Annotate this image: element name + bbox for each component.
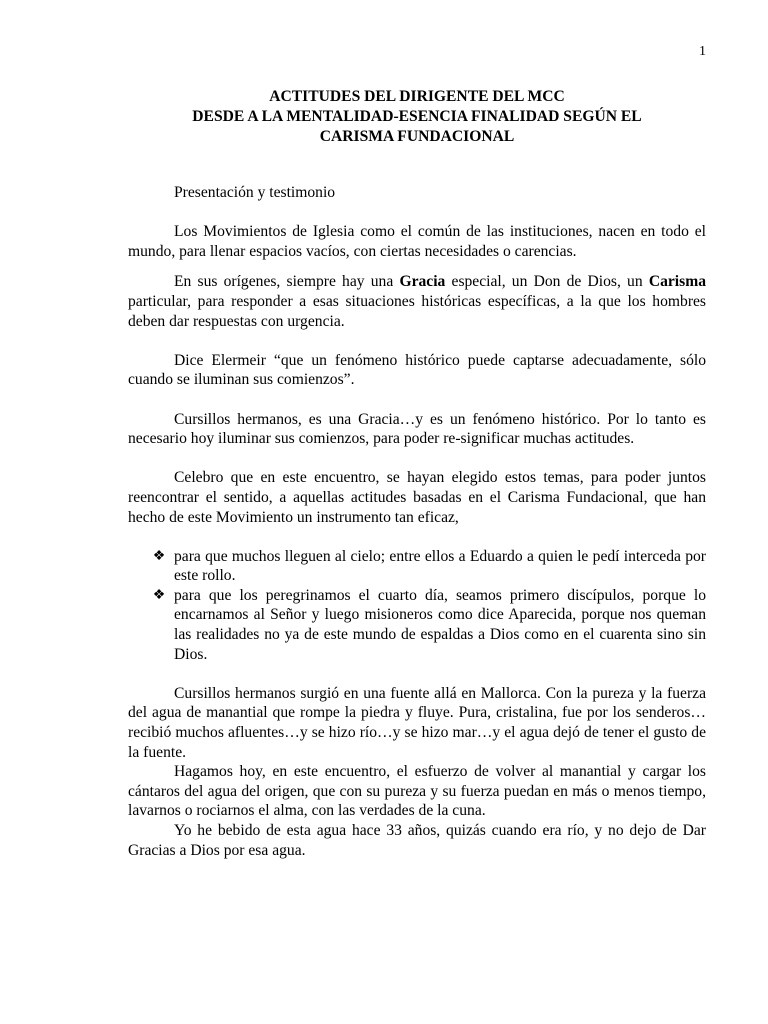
paragraph-8: Yo he bebido de esta agua hace 33 años, quizás cuando era río, y no dejo de Dar Gracias a Dios por esa agua. [128,822,706,859]
bold-term-gracia: Gracia [399,273,446,291]
paragraph-3: Dice Elermeir “que un fenómeno histórico puede captarse adecuadamente, sólo cuando se iluminan sus comienzos”. [128,351,706,389]
list-item: ❖ para que muchos lleguen al cielo; entre ellos a Eduardo a quien le pedí interceda por este rollo. [174,547,706,586]
title-line-2: DESDE A LA MENTALIDAD-ESENCIA FINALIDAD SEGÚN EL [192,108,642,125]
diamond-bullet-icon: ❖ [152,587,166,603]
paragraph-5: Celebro que en este encuentro, se hayan elegido estos temas, para poder juntos reencontrar el sentido, a aquellas actitudes basadas en el Carisma Fundacional, que han hecho de este Movimiento un instrumento tan eficaz, [128,469,706,526]
diamond-bullet-icon: ❖ [152,548,166,564]
paragraph-7: Hagamos hoy, en este encuentro, el esfuerzo de volver al manantial y cargar los cántaros del agua del origen, que con su pureza y su fuerza puedan en más o menos tiempo, lavarnos o rociarnos el alma, con las verdades de la cuna. [128,763,706,820]
list-item: ❖ para que los peregrinamos el cuarto día, seamos primero discípulos, porque lo encarnamos al Señor y luego misioneros como dice Aparecida, porque nos queman las realidades no ya de este mundo de espaldas a Dios como en el cuarenta sino sin Dios. [174,586,706,664]
title-line-3: CARISMA FUNDACIONAL [319,128,515,145]
document-body [128,183,706,860]
section-heading: Presentación y testimonio [174,184,336,201]
paragraph-2: En sus orígenes, siempre hay una Gracia especial, un Don de Dios, un Carisma particular, para responder a esas situaciones históricas específicas, a la que los hombres deben dar respuestas con urgencia. [128,273,706,330]
title-line-1: ACTITUDES DEL DIRIGENTE DEL MCC [269,88,565,105]
document-title [128,87,706,147]
paragraph-1: Los Movimientos de Iglesia como el común de las instituciones, nacen en todo el mundo, para llenar espacios vacíos, con ciertas necesidades o carencias. [128,223,706,260]
paragraph-6: Cursillos hermanos surgió en una fuente allá en Mallorca. Con la pureza y la fuerza del agua de manantial que rompe la piedra y fluye. Pura, cristalina, fue por los senderos…recibió muchos afluentes…y se hizo río…y se hizo mar…y el agua dejó de tener el gusto de la fuente. [128,684,706,761]
page-number: 1 [699,44,706,59]
paragraph-4: Cursillos hermanos, es una Gracia…y es un fenómeno histórico. Por lo tanto es necesario hoy iluminar sus comienzos, para poder re-significar muchas actitudes. [128,410,706,448]
bold-term-carisma: Carisma [648,273,706,291]
bullet-list [128,547,706,665]
